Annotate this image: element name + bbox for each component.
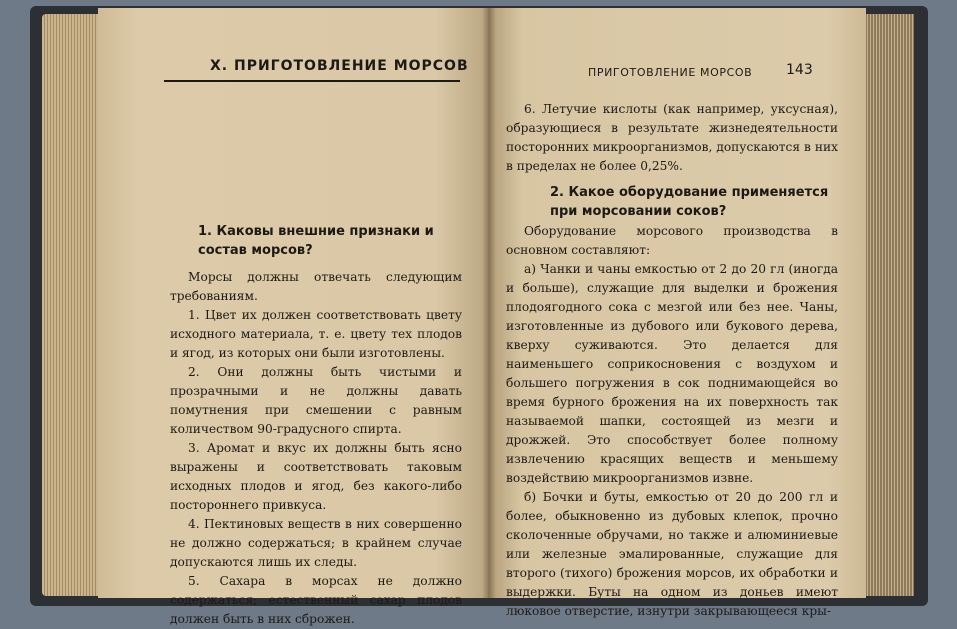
right-section-heading: 2. Какое оборудование применяется при морсовании соков?	[550, 185, 829, 219]
right-running-head: ПРИГОТОВЛЕНИЕ МОРСОВ	[588, 66, 753, 79]
left-head-rule	[164, 80, 460, 82]
paragraph: 4. Пектиновых веществ в них совершенно не должно содержаться; в крайнем случае допускаются лишь их следы.	[170, 517, 462, 569]
paragraph: 2. Они должны быть чистыми и прозрачными и не должны давать помутнения при смешении с равным количеством 90-градусного спирта.	[170, 365, 462, 436]
left-body-text	[170, 268, 462, 629]
paragraph: 1. Цвет их должен соответствовать цвету исходного материала, т. е. цвету тех плодов и ягод, из которых они были изготовлены.	[170, 308, 462, 360]
left-running-head: X. ПРИГОТОВЛЕНИЕ МОРСОВ	[210, 58, 469, 74]
paragraph: 5. Сахара в морсах не должно содержаться; естественный сахар плодов должен быть в них сброжен.	[170, 574, 462, 626]
paragraph: Морсы должны отвечать следующим требованиям.	[170, 270, 462, 303]
right-page	[488, 8, 866, 618]
page-number: 143	[786, 62, 813, 78]
book-gutter	[482, 8, 496, 598]
right-body-text	[506, 222, 838, 621]
paragraph: б) Бочки и буты, емкостью от 20 до 200 гл и более, обыкновенно из дубовых клепок, прочно сколоченные обручами, но также и алюминиевые или железные эмалированные, служащие для второго (тихого) брожения морсов, их обработки и выдержки. Буты на одном из доньев имеют люковое отверстие, изнутри закрывающееся кры-	[506, 490, 838, 618]
paragraph: 3. Аромат и вкус их должны быть ясно выражены и соответствовать таковым исходных плодов и ягод, без какого-либо постороннего привкуса.	[170, 441, 462, 512]
paragraph: а) Чанки и чаны емкостью от 2 до 20 гл (иногда и больше), служащие для выделки и брожения плодоягодного сока с мезгой или без нее. Чаны, изготовленные из дубового или букового дерева, кверху суживаются. Это делается для наименьшего соприкосновения с воздухом и большего погружения в сок поднимающейся во время бурного брожения на их поверхность так называемой шапки, состоящей из мезги и дрожжей. Это способствует более полному извлечению красящих веществ и меньшему воздействию микроорганизмов извне.	[506, 262, 838, 485]
left-section-heading: 1. Каковы внешние признаки и состав морсов?	[198, 224, 434, 258]
paragraph: Оборудование морсового производства в основном составляют:	[506, 224, 838, 257]
left-page	[98, 8, 490, 626]
right-top-text	[506, 100, 838, 176]
paragraph: 6. Летучие кислоты (как например, уксусная), образующиеся в результате жизнедеятельности посторонних микроорганизмов, допускаются в них в пределах не более 0,25%.	[506, 102, 838, 173]
